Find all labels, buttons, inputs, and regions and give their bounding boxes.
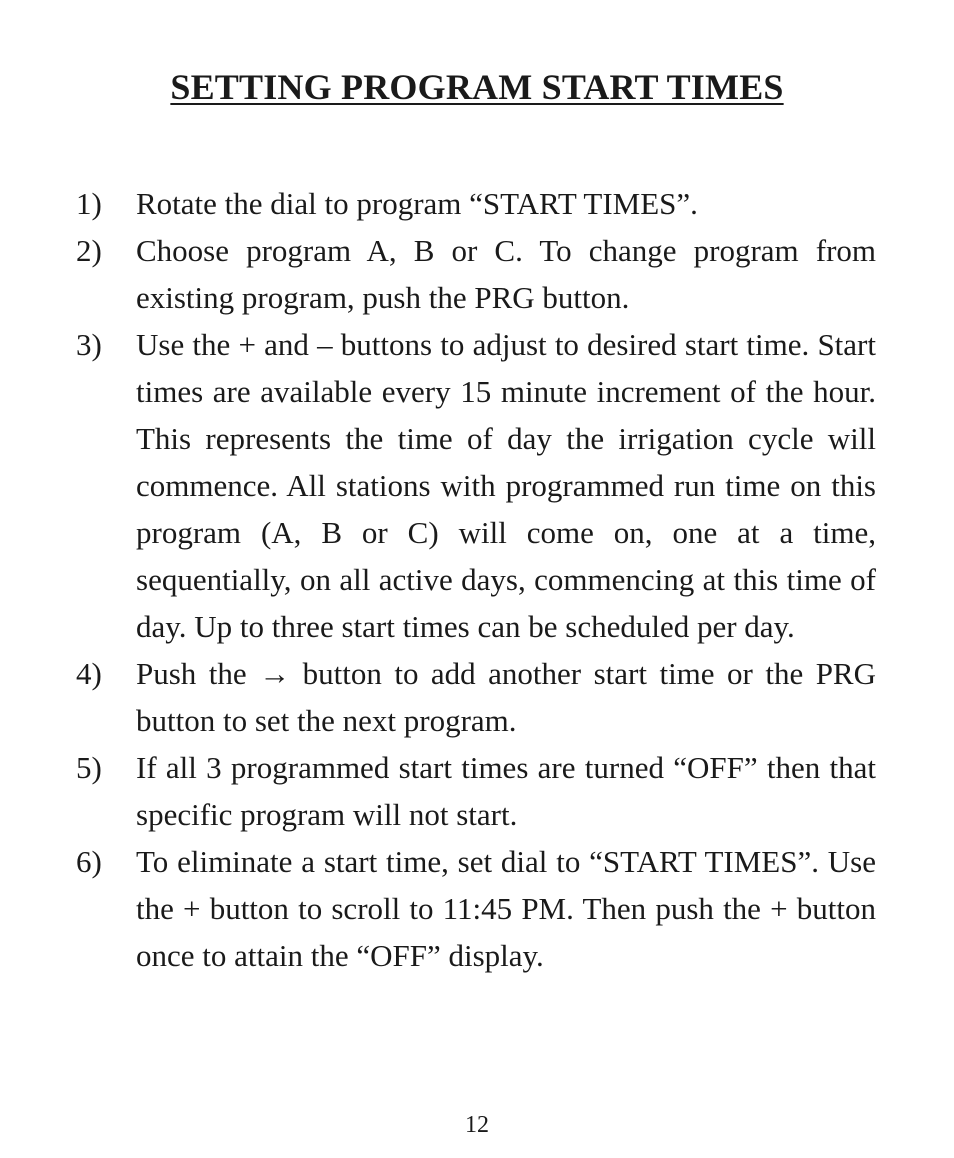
step-number: 1) — [76, 186, 102, 221]
instruction-step-5 — [76, 744, 876, 838]
step-text: Choose program A, B or C. To change program from existing program, push the PRG button. — [136, 233, 876, 315]
page-title: SETTING PROGRAM START TIMES — [170, 67, 784, 107]
step-number: 3) — [76, 327, 102, 362]
step-number: 6) — [76, 844, 102, 879]
step-text: If all 3 programmed start times are turned “OFF” then that specific program will not start. — [136, 750, 876, 832]
page-number: 12 — [465, 1112, 489, 1138]
instruction-step-4 — [76, 650, 876, 744]
instruction-step-1 — [76, 180, 876, 227]
step-text: Push the → button to add another start time or the PRG button to set the next program. — [136, 656, 876, 738]
step-number: 5) — [76, 750, 102, 785]
step-text: Use the + and – buttons to adjust to desired start time. Start times are available every 15 minute increment of the hour. This represents the time of day the irrigation cycle will commence. All stations with programmed run time on this program (A, B or C) will come on, one at a time, sequentially, on all active days, commencing at this time of day. Up to three start times can be scheduled per day. — [136, 327, 876, 644]
instruction-list — [76, 180, 876, 979]
step-text: To eliminate a start time, set dial to “START TIMES”. Use the + button to scroll to 11:45 PM. Then push the + button once to attain the “OFF” display. — [136, 844, 876, 973]
step-number: 4) — [76, 656, 102, 691]
step-number: 2) — [76, 233, 102, 268]
step-text: Rotate the dial to program “START TIMES”. — [136, 186, 698, 221]
instruction-step-3 — [76, 321, 876, 650]
instruction-step-6 — [76, 838, 876, 979]
instruction-step-2 — [76, 227, 876, 321]
